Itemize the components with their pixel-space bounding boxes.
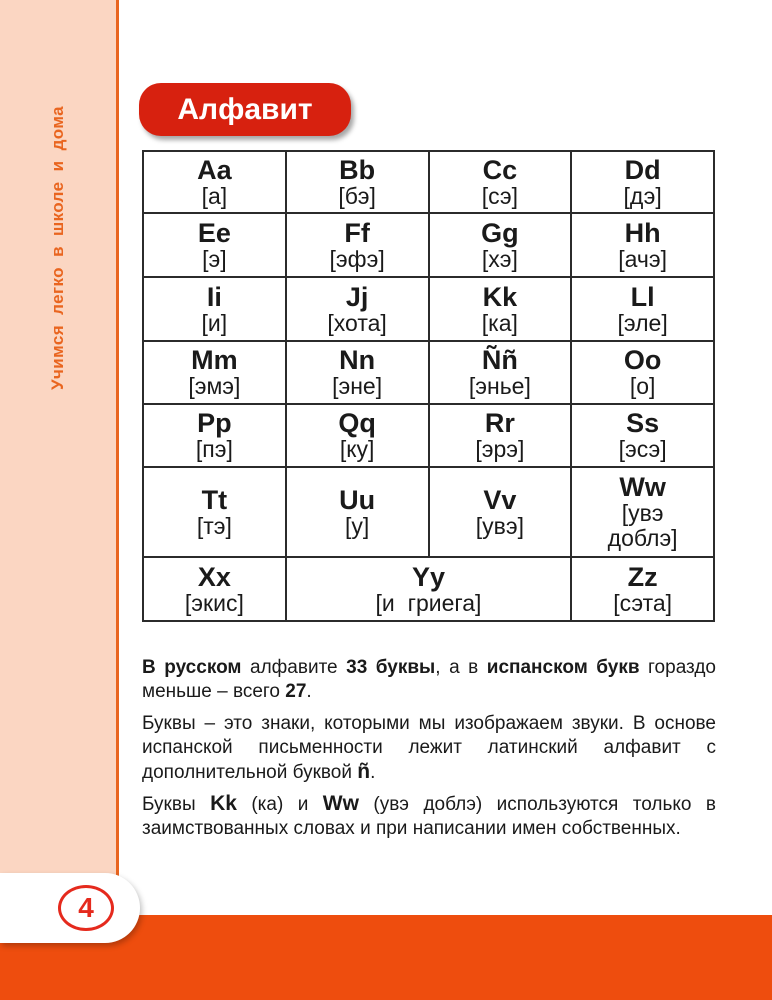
text: . <box>370 762 376 783</box>
pronunciation: [эне] <box>332 373 383 399</box>
text: (ка) и <box>236 794 323 815</box>
table-row <box>143 277 714 341</box>
letter-cell <box>143 341 286 404</box>
page-title: Алфавит <box>139 83 351 136</box>
text: алфавите <box>241 657 347 678</box>
pronunciation: [эфэ] <box>329 245 385 272</box>
pronunciation: [ка] <box>481 309 518 336</box>
letter-cell <box>286 151 429 213</box>
pronunciation: [эсэ] <box>618 436 667 462</box>
letter: Kk <box>482 281 518 312</box>
letter: Pp <box>197 408 232 438</box>
text: гораздо меньше – всего <box>142 657 716 702</box>
letter: Ll <box>630 281 655 312</box>
letter-cell <box>429 277 572 341</box>
sidebar-divider <box>116 0 119 890</box>
pronunciation-line2: доблэ] <box>607 525 678 551</box>
letter: Xx <box>197 561 231 592</box>
letter: Ññ <box>481 345 518 375</box>
letter: Jj <box>345 281 369 312</box>
bold-text: ñ <box>357 760 371 783</box>
letter-cell <box>571 213 714 277</box>
letter-cell <box>571 467 714 557</box>
pronunciation: [ачэ] <box>618 245 668 272</box>
paragraph-alphabet-count <box>142 656 716 704</box>
bold-text: 27 <box>285 681 307 702</box>
letter: Qq <box>338 408 376 438</box>
pronunciation: [дэ] <box>623 182 662 209</box>
letter-cell <box>429 341 572 404</box>
pronunciation: [эмэ] <box>188 373 241 399</box>
letter-cell <box>143 467 286 557</box>
text: , а в <box>435 657 487 678</box>
pronunciation: [хота] <box>327 309 387 336</box>
letter-cell <box>429 404 572 467</box>
bold-text: Ww <box>322 792 359 815</box>
paragraph-borrowed-letters <box>142 792 716 841</box>
letter-cell <box>571 151 714 213</box>
pronunciation: [сэта] <box>613 589 673 616</box>
letter: Vv <box>483 484 517 515</box>
pronunciation: [пэ] <box>195 436 233 462</box>
letter-cell <box>143 557 286 621</box>
letter: Cc <box>482 154 518 185</box>
letter-cell <box>571 404 714 467</box>
letter-cell <box>429 151 572 213</box>
letter-cell <box>143 151 286 213</box>
pronunciation: [энье] <box>468 373 531 399</box>
pronunciation: [эрэ] <box>475 436 525 462</box>
pronunciation: [э] <box>202 245 227 272</box>
letter: Rr <box>484 408 515 438</box>
pronunciation: [экис] <box>184 589 244 616</box>
bold-text: 33 буквы <box>346 657 436 678</box>
table-row <box>143 341 714 404</box>
pronunciation: [тэ] <box>196 512 232 539</box>
table-row <box>143 404 714 467</box>
letter: Hh <box>624 217 661 248</box>
bold-text: Kk <box>210 792 237 815</box>
paragraph-letters-definition <box>142 712 716 785</box>
letter: Uu <box>339 484 376 515</box>
pronunciation: [и] <box>201 309 228 336</box>
letter: Ww <box>619 472 666 502</box>
bold-text: испанском букв <box>486 657 640 678</box>
letter: Ff <box>344 217 370 248</box>
pronunciation: [и гриега] <box>375 589 482 616</box>
alphabet-table <box>142 150 715 622</box>
letter-cell <box>429 467 572 557</box>
pronunciation: [сэ] <box>481 182 519 209</box>
letter: Ee <box>197 217 231 248</box>
letter: Tt <box>201 484 228 515</box>
letter: Ss <box>626 408 660 438</box>
text: (увэ доблэ) используются только в заимствованных словах и при написании имен собственных. <box>142 794 716 839</box>
letter: Mm <box>191 345 238 375</box>
table-row <box>143 557 714 621</box>
pronunciation: [увэ] <box>475 512 524 539</box>
pronunciation: [эле] <box>617 309 668 336</box>
letter-cell <box>286 467 429 557</box>
letter: Yy <box>411 561 446 592</box>
table-row <box>143 467 714 557</box>
letter-cell <box>429 213 572 277</box>
letter-cell <box>286 213 429 277</box>
text: . <box>306 681 312 702</box>
sidebar-caption: Учимся легко в школе и дома <box>48 106 67 390</box>
table-row <box>143 213 714 277</box>
letter-cell <box>286 277 429 341</box>
letter-cell <box>571 557 714 621</box>
letter: Bb <box>339 154 376 185</box>
letter: Gg <box>481 217 519 248</box>
letter-cell <box>143 213 286 277</box>
text: Буквы – это знаки, которыми мы изображаем звуки. В основе испанской письменности лежит латинский алфавит с дополнительной буквой <box>142 713 716 783</box>
letter-cell <box>143 404 286 467</box>
letter-cell <box>286 404 429 467</box>
pronunciation: [а] <box>201 182 228 209</box>
letter-cell <box>286 341 429 404</box>
letter: Oo <box>623 345 662 375</box>
pronunciation: [о] <box>629 373 656 399</box>
letter-cell <box>571 277 714 341</box>
page-number: 4 <box>58 885 114 931</box>
letter: Nn <box>339 345 376 375</box>
text: Буквы <box>142 794 211 815</box>
letter-cell <box>571 341 714 404</box>
pronunciation: [ку] <box>339 436 375 462</box>
letter-cell <box>143 277 286 341</box>
table-row <box>143 151 714 213</box>
bold-text: В русском <box>142 657 242 678</box>
pronunciation: [у] <box>344 512 370 539</box>
letter: Ii <box>206 281 222 312</box>
pronunciation: [бэ] <box>338 182 376 209</box>
letter: Zz <box>627 561 658 592</box>
letter: Dd <box>624 154 661 185</box>
pronunciation: [хэ] <box>481 245 518 272</box>
letter-cell <box>286 557 572 621</box>
pronunciation: [увэ <box>621 500 664 526</box>
letter: Aa <box>197 154 232 185</box>
